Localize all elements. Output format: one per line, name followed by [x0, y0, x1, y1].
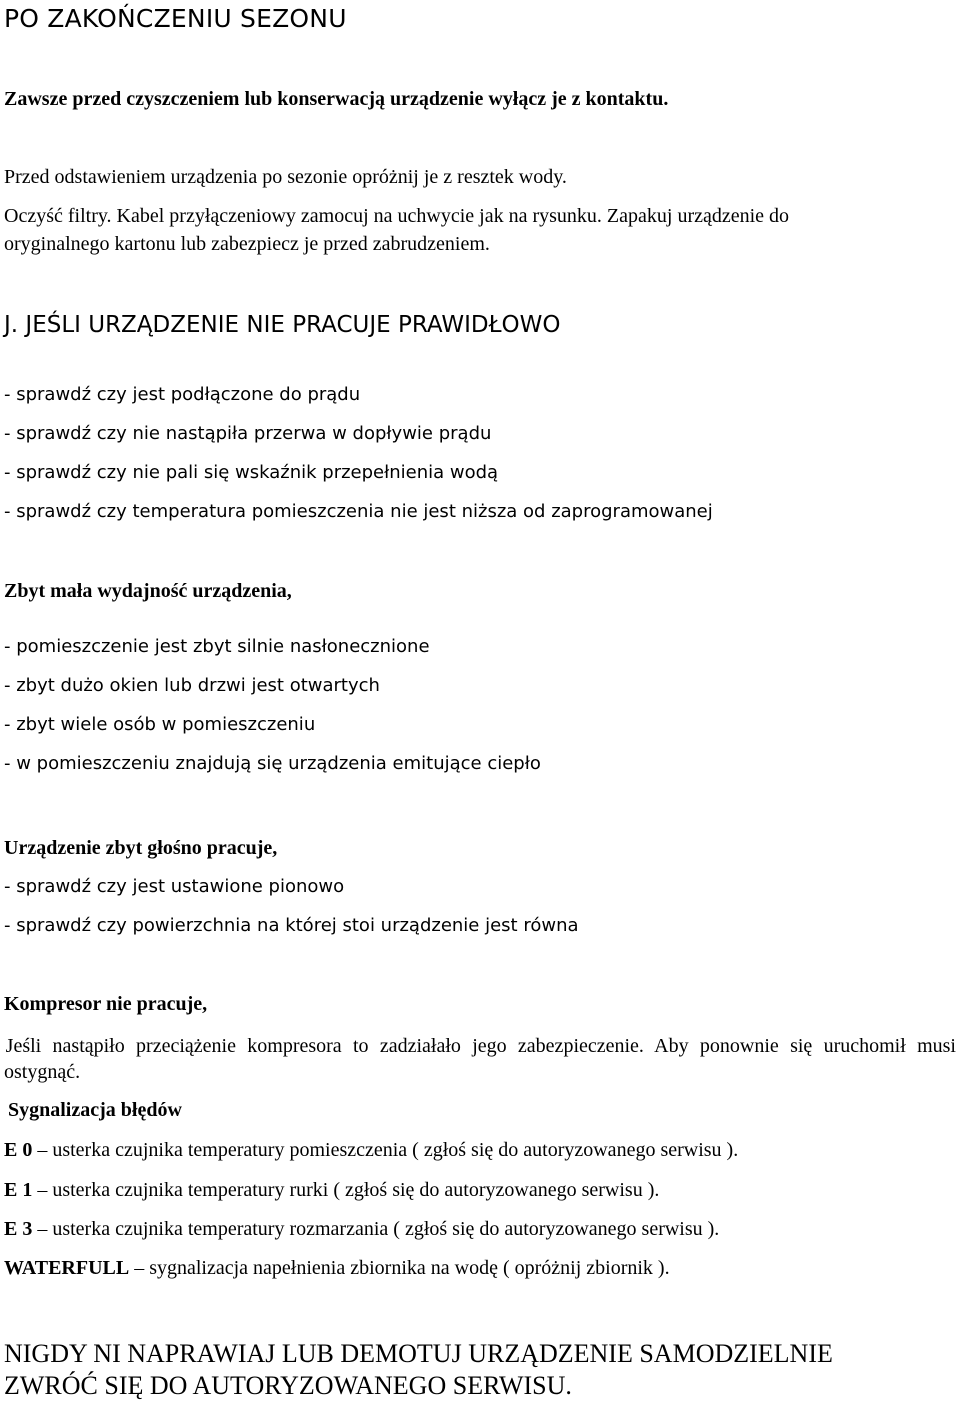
error-item — [4, 1179, 659, 1202]
compressor-description — [4, 1033, 956, 1085]
low-efficiency-item: - zbyt dużo okien lub drzwi jest otwartych — [4, 675, 380, 696]
final-warning-line-1: NIGDY NI NAPRAWIAJ LUB DEMOTUJ URZĄDZENIE SAMODZIELNIE — [4, 1339, 833, 1368]
error-item — [4, 1218, 719, 1241]
final-warning-line-2: ZWRÓĆ SIĘ DO AUTORYZOWANEGO SERWISU. — [4, 1371, 572, 1400]
check-item: - sprawdź czy temperatura pomieszczenia nie jest niższa od zaprogramowanej — [4, 501, 713, 522]
error-code: E 0 — [4, 1139, 33, 1161]
low-efficiency-item: - zbyt wiele osób w pomieszczeniu — [4, 714, 316, 735]
error-code: WATERFULL — [4, 1257, 130, 1279]
check-item: - sprawdź czy nie pali się wskaźnik przepełnienia wodą — [4, 462, 499, 483]
loud-operation-heading: Urządzenie zbyt głośno pracuje, — [4, 837, 278, 859]
check-item: - sprawdź czy jest podłączone do prądu — [4, 384, 361, 405]
low-efficiency-heading: Zbyt mała wydajność urządzenia, — [4, 580, 292, 602]
error-description: – sygnalizacja napełnienia zbiornika na wodę ( opróżnij zbiornik ). — [129, 1257, 670, 1279]
error-code: E 3 — [4, 1218, 33, 1240]
error-code: E 1 — [4, 1179, 33, 1201]
error-signals-heading: Sygnalizacja błędów — [8, 1099, 182, 1121]
cleaning-paragraph-line-1: Oczyść filtry. Kabel przyłączeniowy zamocuj na uchwycie jak na rysunku. Zapakuj urządzenie do — [4, 205, 790, 227]
safety-warning: Zawsze przed czyszczeniem lub konserwacją urządzenie wyłącz je z kontaktu. — [4, 88, 669, 110]
compressor-text: Jeśli nastąpiło przeciążenie kompresora to zadziałało jego zabezpieczenie. Aby ponownie się uruchomił musi ostygnąć. — [4, 1035, 956, 1083]
troubleshooting-heading: J. JEŚLI URZĄDZENIE NIE PRACUJE PRAWIDŁOWO — [4, 312, 561, 338]
section-title: PO ZAKOŃCZENIU SEZONU — [4, 4, 347, 33]
error-description: – usterka czujnika temperatury rurki ( zgłoś się do autoryzowanego serwisu ). — [32, 1179, 660, 1201]
error-item — [4, 1257, 670, 1280]
low-efficiency-item: - w pomieszczeniu znajdują się urządzenia emitujące ciepło — [4, 753, 541, 774]
error-description: – usterka czujnika temperatury rozmarzania ( zgłoś się do autoryzowanego serwisu ). — [32, 1218, 720, 1240]
loud-operation-item: - sprawdź czy jest ustawione pionowo — [4, 876, 345, 897]
storage-paragraph: Przed odstawieniem urządzenia po sezonie opróżnij je z resztek wody. — [4, 166, 567, 188]
error-item — [4, 1139, 738, 1162]
error-description: – usterka czujnika temperatury pomieszczenia ( zgłoś się do autoryzowanego serwisu ). — [32, 1139, 739, 1161]
low-efficiency-item: - pomieszczenie jest zbyt silnie nasłonecznione — [4, 636, 430, 657]
loud-operation-item: - sprawdź czy powierzchnia na której stoi urządzenie jest równa — [4, 915, 579, 936]
cleaning-paragraph-line-2: oryginalnego kartonu lub zabezpiecz je przed zabrudzeniem. — [4, 233, 490, 255]
compressor-heading: Kompresor nie pracuje, — [4, 993, 208, 1015]
check-item: - sprawdź czy nie nastąpiła przerwa w dopływie prądu — [4, 423, 492, 444]
